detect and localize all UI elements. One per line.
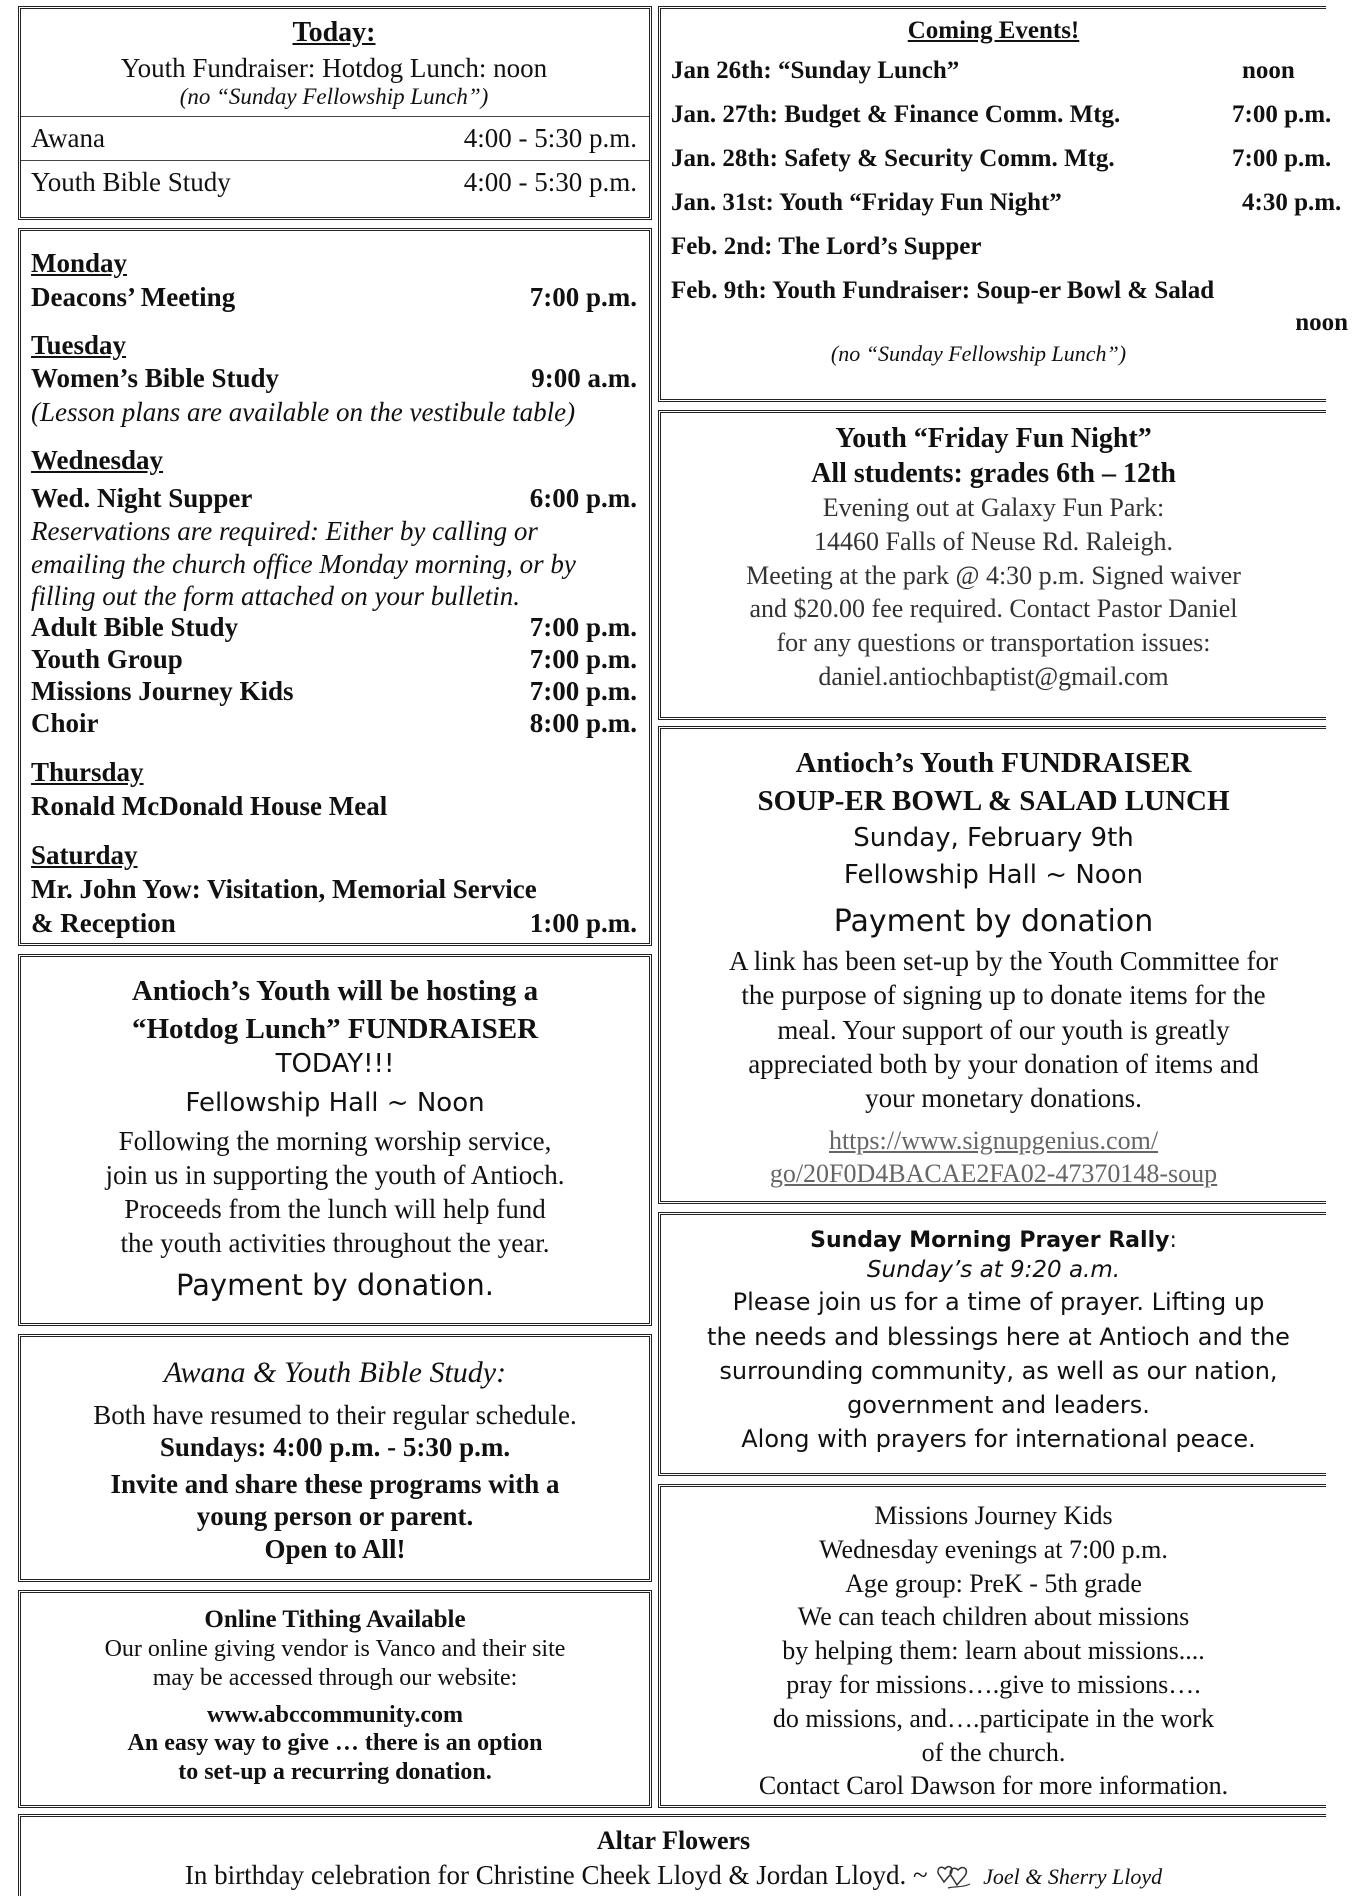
event-label: Adult Bible Study xyxy=(31,612,239,643)
thursday-heading: Thursday xyxy=(31,756,144,787)
coming-events-box xyxy=(658,6,1348,402)
prayer-line2: the needs and blessings here at Antioch and the xyxy=(707,1322,1290,1351)
altar-flowers-text: In birthday celebration for Christine Cheek Lloyd & Jordan Lloyd. ~ xyxy=(184,1859,928,1890)
coming-event-row xyxy=(671,189,1342,233)
event-label: Choir xyxy=(31,708,99,738)
prayer-title-line xyxy=(661,1227,1326,1256)
soup-body-line2: the purpose of signing up to donate items for the xyxy=(741,980,1266,1011)
fun-night-line2: 14460 Falls of Neuse Rd. Raleigh. xyxy=(814,526,1173,556)
soup-date: Sunday, February 9th xyxy=(853,823,1134,854)
coming-event-row xyxy=(671,233,1326,277)
today-row-time: 4:00 - 5:30 p.m. xyxy=(463,167,637,197)
event-label: & Reception xyxy=(31,907,176,938)
hotdog-title-line2: “Hotdog Lunch” FUNDRAISER xyxy=(131,1012,539,1045)
memorial-service-line: Mr. John Yow: Visitation, Memorial Service xyxy=(31,874,537,905)
fun-night-email[interactable]: daniel.antiochbaptist@gmail.com xyxy=(818,661,1169,691)
missions-line8: of the church. xyxy=(921,1737,1066,1767)
friday-fun-night-box xyxy=(658,410,1326,720)
hotdog-body-line2: join us in supporting the youth of Antioch. xyxy=(105,1160,565,1191)
wednesday-heading: Wednesday xyxy=(31,444,164,475)
awana-line1: Both have resumed to their regular schedule. xyxy=(93,1400,577,1430)
tithing-title: Online Tithing Available xyxy=(204,1606,466,1633)
choir-row xyxy=(31,708,637,740)
youth-group-row xyxy=(31,644,637,676)
soup-body-line3: meal. Your support of our youth is greatly xyxy=(777,1014,1230,1045)
event-time: 7:00 p.m. xyxy=(529,612,637,643)
event-time: 8:00 p.m. xyxy=(529,708,637,738)
missions-journey-box xyxy=(658,1484,1326,1808)
awana-box xyxy=(18,1334,652,1582)
coming-event-time: noon xyxy=(1242,57,1295,84)
coming-events-heading: Coming Events! xyxy=(907,17,1080,44)
event-label: Women’s Bible Study xyxy=(31,363,280,394)
coming-events-note: (no “Sunday Fellowship Lunch”) xyxy=(830,341,1127,366)
today-heading: Today: xyxy=(292,17,376,48)
wed-night-supper-row xyxy=(31,482,637,516)
awana-line2: Sundays: 4:00 p.m. - 5:30 p.m. xyxy=(159,1432,511,1463)
missions-line4: We can teach children about missions xyxy=(797,1602,1190,1632)
coming-event-label: Jan. 31st: Youth “Friday Fun Night” xyxy=(671,189,1062,216)
hearts-icon xyxy=(934,1862,976,1892)
soup-payment: Payment by donation xyxy=(833,904,1154,940)
tithing-line1: Our online giving vendor is Vanco and their site xyxy=(104,1636,566,1662)
event-time: 6:00 p.m. xyxy=(529,482,637,513)
missions-line9: Contact Carol Dawson for more information. xyxy=(758,1771,1229,1801)
today-fundraiser: Youth Fundraiser: Hotdog Lunch: noon xyxy=(120,53,548,83)
coming-event-time: noon xyxy=(1295,309,1348,336)
awana-line5: Open to All! xyxy=(264,1533,406,1564)
coming-event-label: Jan. 28th: Safety & Security Comm. Mtg. xyxy=(671,145,1115,172)
fun-night-line4: and $20.00 fee required. Contact Pastor Daniel xyxy=(749,594,1238,624)
tuesday-note: (Lesson plans are available on the vestibule table) xyxy=(31,397,576,427)
hotdog-fundraiser-box xyxy=(18,954,652,1326)
hotdog-body-line4: the youth activities throughout the year. xyxy=(120,1227,550,1258)
coming-event-time: 7:00 p.m. xyxy=(1232,145,1332,172)
prayer-line1: Please join us for a time of prayer. Lifting up xyxy=(732,1288,1265,1317)
prayer-title: Sunday Morning Prayer Rally xyxy=(810,1228,1170,1253)
coming-event-label: Jan 26th: “Sunday Lunch” xyxy=(671,57,960,84)
coming-event-row xyxy=(671,101,1332,145)
tithing-website[interactable]: www.abccommunity.com xyxy=(207,1701,463,1728)
tithing-box xyxy=(18,1590,652,1808)
coming-event-row xyxy=(671,277,1326,309)
coming-event-time: 7:00 p.m. xyxy=(1232,101,1332,128)
today-row-awana xyxy=(31,117,637,160)
event-time: 1:00 p.m. xyxy=(529,907,637,938)
missions-line7: do missions, and….participate in the work xyxy=(772,1703,1215,1733)
hotdog-body-line1: Following the morning worship service, xyxy=(118,1126,552,1157)
today-row-time: 4:00 - 5:30 p.m. xyxy=(463,123,637,153)
womens-bible-study-row xyxy=(31,362,637,396)
missions-line5: by helping them: learn about missions.... xyxy=(782,1636,1205,1666)
fun-night-line3: Meeting at the park @ 4:30 p.m. Signed waiver xyxy=(746,560,1241,590)
altar-flowers-box xyxy=(18,1814,1326,1896)
soup-body-line5: your monetary donations. xyxy=(865,1083,1142,1114)
altar-flowers-title: Altar Flowers xyxy=(596,1826,751,1855)
event-label: Wed. Night Supper xyxy=(31,482,253,513)
soup-body-line1: A link has been set-up by the Youth Committee for xyxy=(729,946,1278,977)
soup-fundraiser-box xyxy=(658,726,1326,1204)
coming-event-label: Feb. 2nd: The Lord’s Supper xyxy=(671,233,982,260)
missions-journey-kids-row xyxy=(31,676,637,708)
ronald-mcdonald-row: Ronald McDonald House Meal xyxy=(31,790,388,821)
deacons-meeting-row xyxy=(31,281,637,315)
wednesday-note: Reservations are required: Either by calling or emailing the church office Monday morning, or by filling out the form attached on your bulletin. xyxy=(31,516,576,612)
missions-line6: pray for missions….give to missions…. xyxy=(786,1669,1201,1699)
fun-night-subtitle: All students: grades 6th – 12th xyxy=(811,458,1176,489)
fun-night-title: Youth “Friday Fun Night” xyxy=(835,423,1152,454)
coming-event-time: 4:30 p.m. xyxy=(1242,189,1342,216)
awana-line3: Invite and share these programs with a xyxy=(110,1468,560,1499)
today-row-label: Awana xyxy=(31,123,105,153)
prayer-line5: Along with prayers for international peace. xyxy=(741,1424,1256,1453)
prayer-line4: government and leaders. xyxy=(847,1390,1150,1419)
awana-line4: young person or parent. xyxy=(196,1501,474,1532)
event-time: 7:00 p.m. xyxy=(529,676,637,707)
coming-event-row xyxy=(671,145,1332,189)
tithing-line2: may be accessed through our website: xyxy=(152,1664,518,1691)
soup-title-line2: SOUP-ER BOWL & SALAD LUNCH xyxy=(757,784,1230,817)
tuesday-heading: Tuesday xyxy=(31,329,127,360)
saturday-heading: Saturday xyxy=(31,840,138,871)
event-time: 7:00 p.m. xyxy=(529,281,637,312)
soup-body-line4: appreciated both by your donation of items and xyxy=(748,1049,1259,1079)
awana-title: Awana & Youth Bible Study: xyxy=(163,1356,507,1389)
today-row-label: Youth Bible Study xyxy=(31,167,231,197)
event-time: 9:00 a.m. xyxy=(531,363,637,394)
signup-link-line1[interactable]: https://www.signupgenius.com/ xyxy=(828,1125,1159,1155)
coming-event-label: Feb. 9th: Youth Fundraiser: Soup-er Bowl & Salad xyxy=(671,277,1215,304)
today-row-youth-bible-study xyxy=(31,161,637,204)
coming-events-list xyxy=(671,57,1348,339)
signup-link-line2[interactable]: go/20F0D4BACAE2FA02-47370148-soup xyxy=(769,1159,1218,1189)
tithing-line4: to set-up a recurring donation. xyxy=(178,1759,492,1786)
fun-night-line5: for any questions or transportation issues: xyxy=(776,628,1211,658)
reception-row xyxy=(31,907,637,941)
hotdog-today: TODAY!!! xyxy=(275,1049,395,1080)
hotdog-body-line3: Proceeds from the lunch will help fund xyxy=(124,1193,546,1224)
event-label: Deacons’ Meeting xyxy=(31,281,236,312)
monday-heading: Monday xyxy=(31,248,128,278)
event-label: Youth Group xyxy=(31,644,183,675)
hotdog-location: Fellowship Hall ~ Noon xyxy=(185,1088,485,1119)
altar-flowers-line xyxy=(21,1858,1326,1893)
tithing-line3: An easy way to give … there is an option xyxy=(127,1730,543,1757)
weekly-schedule-box xyxy=(18,228,652,946)
today-box xyxy=(18,6,652,220)
fun-night-line1: Evening out at Galaxy Fun Park: xyxy=(822,493,1165,522)
today-note: (no “Sunday Fellowship Lunch”) xyxy=(179,84,489,109)
prayer-line3: surrounding community, as well as our nation, xyxy=(719,1356,1278,1385)
adult-bible-study-row xyxy=(31,612,637,644)
soup-title-line1: Antioch’s Youth FUNDRAISER xyxy=(795,747,1192,779)
hotdog-payment: Payment by donation. xyxy=(175,1268,495,1303)
missions-line1: Missions Journey Kids xyxy=(874,1501,1113,1530)
missions-line2: Wednesday evenings at 7:00 p.m. xyxy=(819,1534,1168,1564)
prayer-rally-box xyxy=(658,1212,1326,1476)
missions-line3: Age group: PreK - 5th grade xyxy=(845,1568,1142,1598)
prayer-time: Sunday’s at 9:20 a.m. xyxy=(866,1256,1121,1283)
hotdog-title-line1: Antioch’s Youth will be hosting a xyxy=(131,975,539,1007)
coming-event-row xyxy=(671,57,1326,101)
soup-location: Fellowship Hall ~ Noon xyxy=(843,859,1144,890)
event-label: Missions Journey Kids xyxy=(31,676,294,707)
event-time: 7:00 p.m. xyxy=(529,644,637,675)
altar-flowers-donors: Joel & Sherry Lloyd xyxy=(983,1863,1163,1889)
coming-event-label: Jan. 27th: Budget & Finance Comm. Mtg. xyxy=(671,101,1121,128)
prayer-title-colon: : xyxy=(1169,1228,1177,1253)
